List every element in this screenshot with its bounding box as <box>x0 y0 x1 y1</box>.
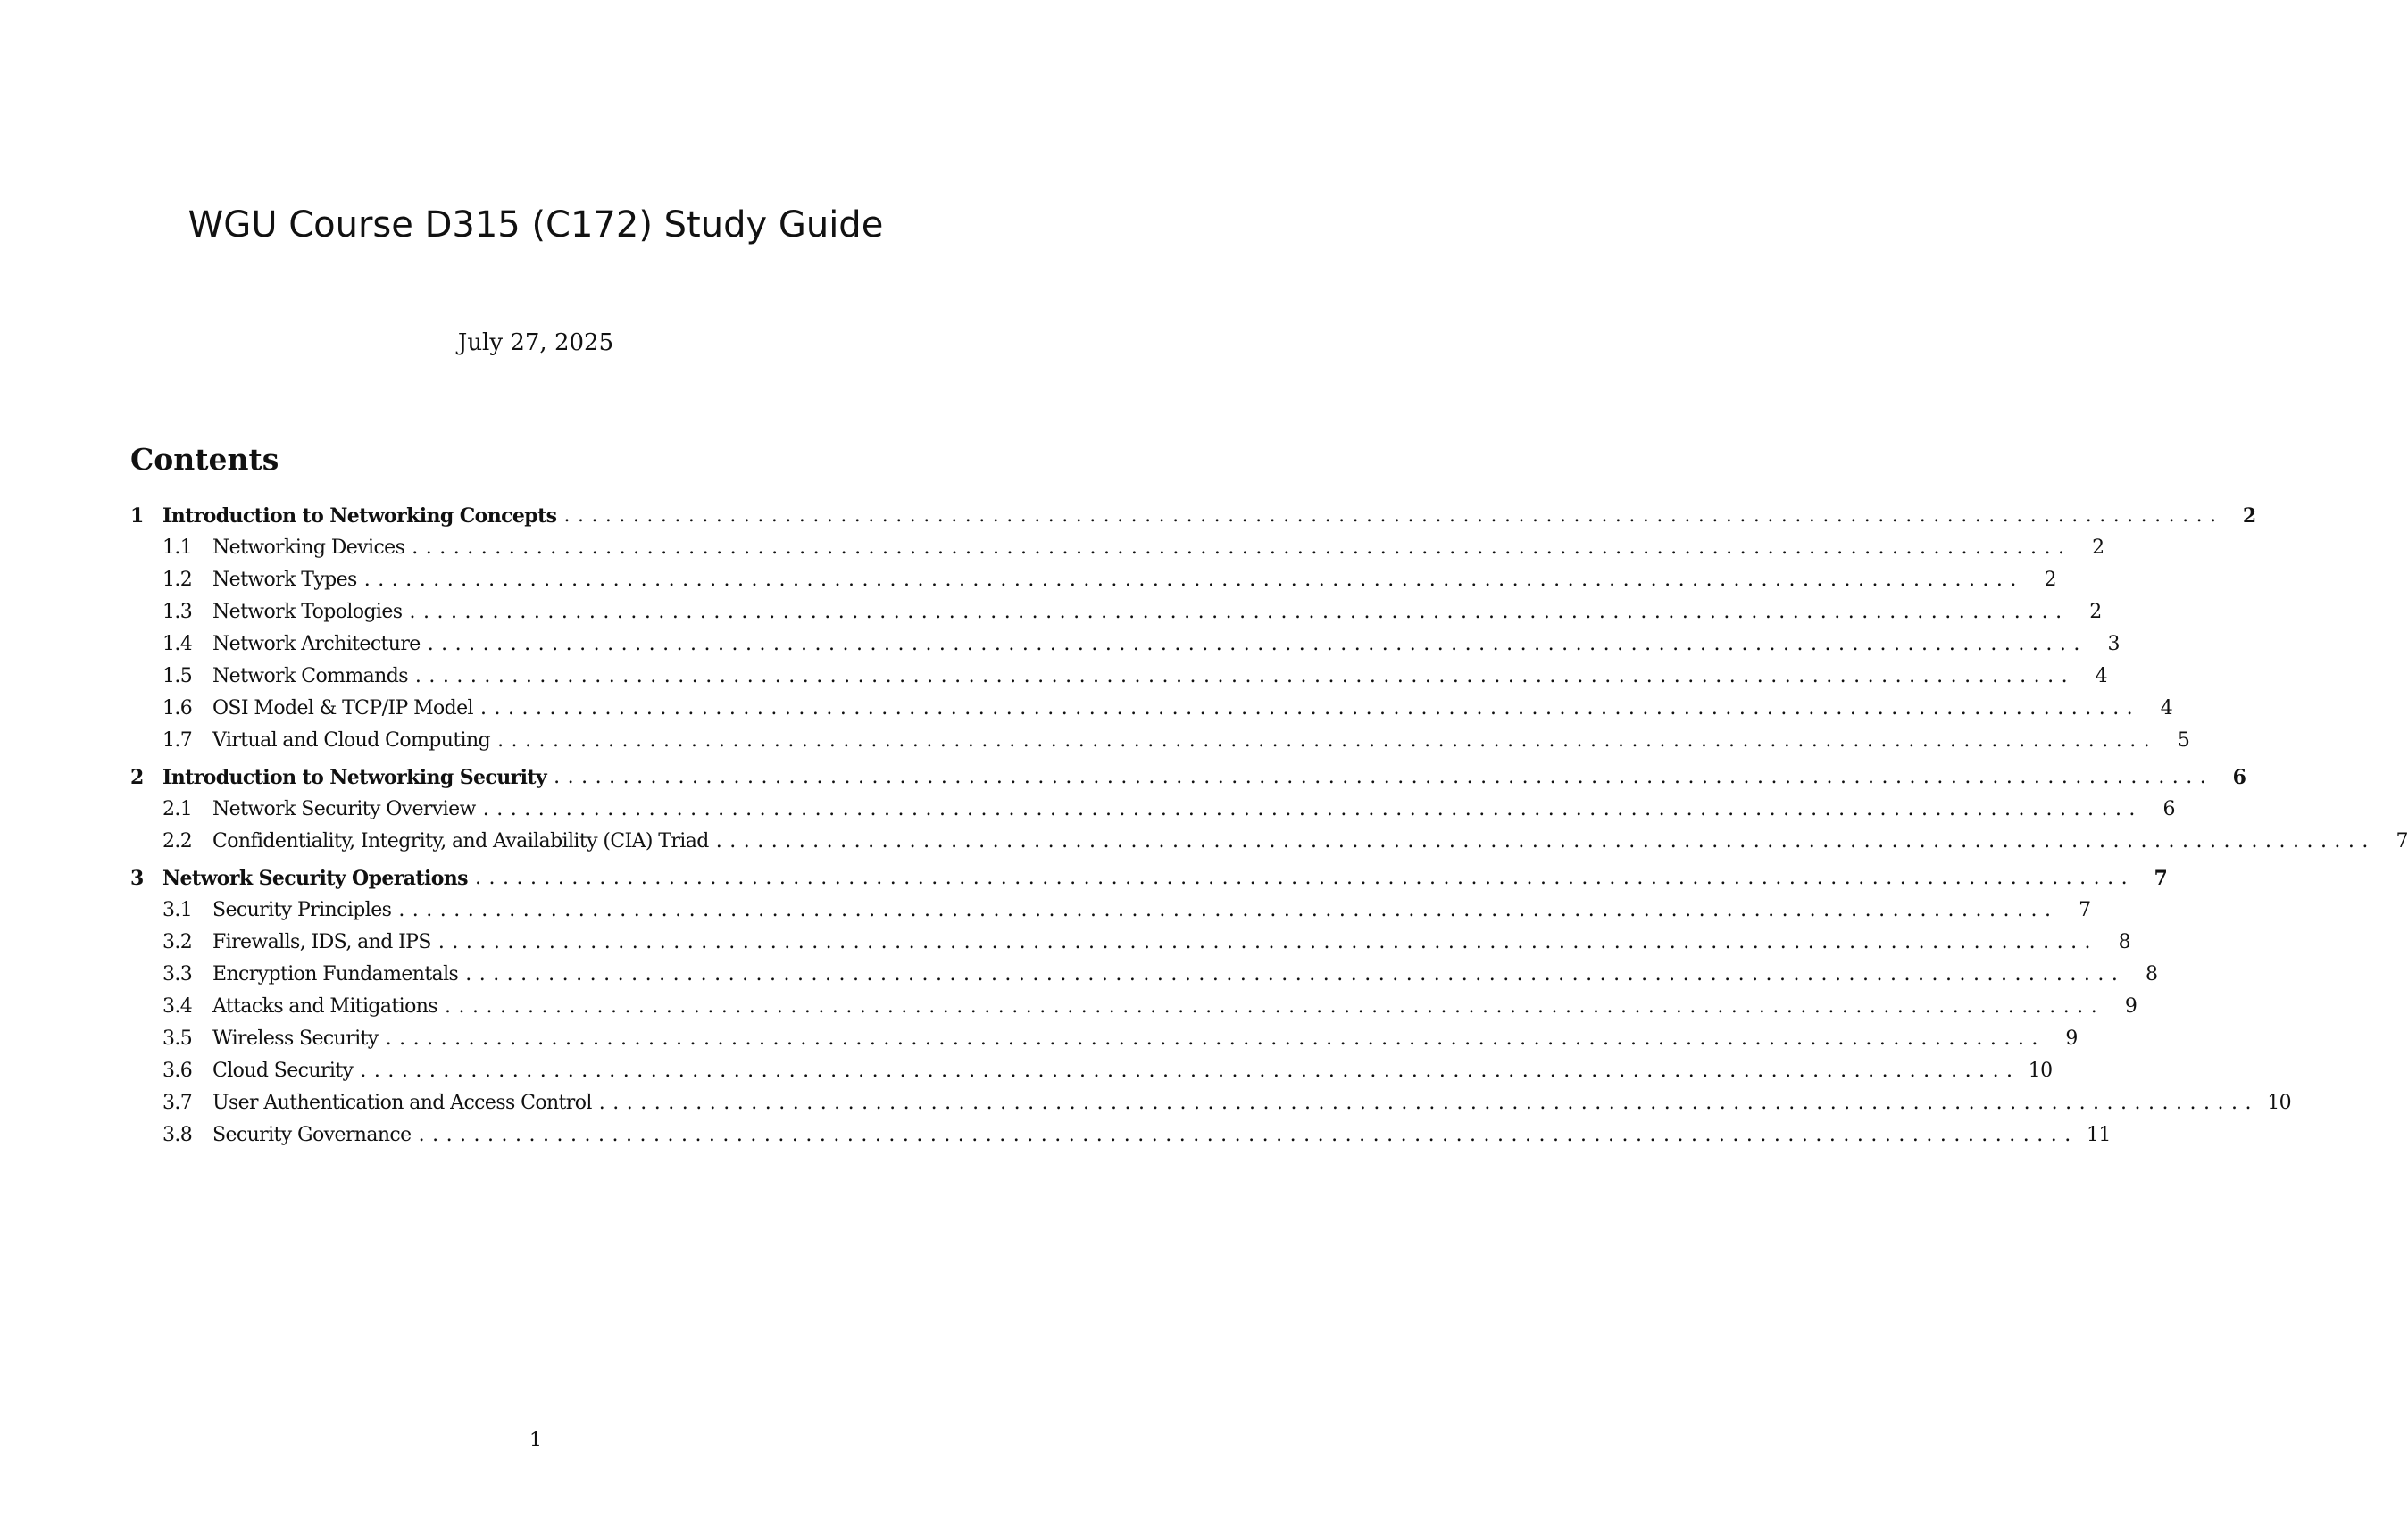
toc-dot-leader: ........................................................................................................................ <box>360 1060 2021 1082</box>
page-title: WGU Course D315 (C172) Study Guide <box>187 204 884 245</box>
toc-entry-number: 1.7 <box>162 729 193 752</box>
toc-dot-leader: ........................................................................................................................ <box>482 798 2143 820</box>
toc-dot-leader: ........................................................................................................................ <box>437 931 2099 953</box>
toc-entry-number: 3.7 <box>162 1092 193 1114</box>
toc-entry-page: 2 <box>2092 537 2104 559</box>
toc-entry-number: 1.4 <box>162 633 193 655</box>
toc-entry-page: 10 <box>2267 1092 2291 1114</box>
toc-entry-page: 6 <box>2162 798 2175 820</box>
toc-entry-number: 1 <box>130 504 144 528</box>
toc-subsection-entry[interactable] <box>130 923 2131 955</box>
toc-subsection-entry[interactable] <box>130 1084 2291 1116</box>
contents-heading: Contents <box>130 442 279 477</box>
toc-dot-leader: ........................................................................................................................ <box>715 830 2376 853</box>
toc-entry-number: 3.8 <box>162 1124 193 1146</box>
toc-entry-page: 8 <box>2145 963 2158 986</box>
toc-entry-title: Introduction to Networking Security <box>162 766 547 789</box>
toc-dot-leader: ........................................................................................................................ <box>385 1027 2046 1050</box>
toc-subsection-entry[interactable] <box>130 1019 2078 1052</box>
toc-subsection-entry[interactable] <box>130 528 2104 561</box>
toc-dot-leader: ........................................................................................................................ <box>414 665 2076 687</box>
toc-entry-page: 4 <box>2160 697 2173 720</box>
toc-subsection-entry[interactable] <box>130 1052 2053 1084</box>
toc-subsection-entry[interactable] <box>130 955 2158 987</box>
toc-subsection-entry[interactable] <box>130 625 2120 657</box>
toc-dot-leader: ........................................................................................................................ <box>497 729 2158 752</box>
toc-subsection-entry[interactable] <box>130 987 2137 1019</box>
toc-dot-leader: ........................................................................................................................ <box>412 537 2072 559</box>
toc-entry-page: 2 <box>2044 569 2056 591</box>
toc-dot-leader: ........................................................................................................................ <box>465 963 2126 986</box>
toc-entry-page: 5 <box>2177 729 2190 752</box>
toc-section-entry[interactable] <box>130 859 2168 891</box>
toc-entry-number: 2.2 <box>162 830 193 853</box>
toc-entry-page: 11 <box>2086 1124 2111 1146</box>
document-date: July 27, 2025 <box>457 329 614 356</box>
toc-entry-page: 3 <box>2107 633 2120 655</box>
toc-entry-title: Network Architecture <box>212 633 421 655</box>
toc-entry-title: OSI Model & TCP/IP Model <box>212 697 473 720</box>
toc-subsection-entry[interactable] <box>130 721 2190 753</box>
toc-entry-title: Confidentiality, Integrity, and Availability (CIA) Triad <box>212 830 709 853</box>
toc-section-entry[interactable] <box>130 496 2256 528</box>
toc-subsection-entry[interactable] <box>130 822 2408 854</box>
toc-entry-number: 3 <box>130 867 144 890</box>
toc-entry-title: Encryption Fundamentals <box>212 963 459 986</box>
toc-entry-page: 2 <box>2242 504 2256 528</box>
toc-entry-number: 2 <box>130 766 144 789</box>
toc-entry-title: Network Types <box>212 569 357 591</box>
toc-entry-page: 9 <box>2065 1027 2078 1050</box>
toc-entry-number: 1.6 <box>162 697 193 720</box>
toc-subsection-entry[interactable] <box>130 1116 2111 1148</box>
toc-dot-leader: ........................................................................................................................ <box>598 1092 2259 1114</box>
toc-entry-number: 3.4 <box>162 995 193 1018</box>
toc-entry-number: 1.3 <box>162 601 193 623</box>
table-of-contents <box>130 496 2408 1148</box>
toc-entry-page: 7 <box>2079 899 2091 921</box>
toc-entry-title: Attacks and Mitigations <box>212 995 438 1018</box>
toc-dot-leader: ........................................................................................................................ <box>474 867 2136 889</box>
toc-entry-title: Network Topologies <box>212 601 403 623</box>
toc-entry-title: Network Commands <box>212 665 408 687</box>
toc-dot-leader: ........................................................................................................................ <box>418 1124 2079 1146</box>
toc-entry-page: 8 <box>2118 931 2131 953</box>
toc-entry-number: 3.6 <box>162 1060 193 1082</box>
toc-dot-leader: ........................................................................................................................ <box>427 633 2087 655</box>
toc-dot-leader: ........................................................................................................................ <box>398 899 2059 921</box>
toc-dot-leader: ........................................................................................................................ <box>563 504 2224 527</box>
toc-entry-title: Firewalls, IDS, and IPS <box>212 931 431 953</box>
toc-subsection-entry[interactable] <box>130 891 2091 923</box>
toc-subsection-entry[interactable] <box>130 790 2175 822</box>
toc-entry-number: 1.2 <box>162 569 193 591</box>
toc-entry-number: 3.2 <box>162 931 193 953</box>
toc-subsection-entry[interactable] <box>130 657 2108 689</box>
toc-entry-title: Cloud Security <box>212 1060 354 1082</box>
toc-dot-leader: ........................................................................................................................ <box>445 995 2105 1018</box>
toc-entry-number: 3.3 <box>162 963 193 986</box>
toc-entry-number: 1.1 <box>162 537 193 559</box>
toc-entry-number: 2.1 <box>162 798 193 820</box>
toc-entry-page: 4 <box>2095 665 2108 687</box>
toc-entry-title: Networking Devices <box>212 537 405 559</box>
toc-subsection-entry[interactable] <box>130 561 2056 593</box>
toc-entry-title: Introduction to Networking Concepts <box>162 504 557 528</box>
toc-entry-page: 7 <box>2396 830 2408 853</box>
page-number: 1 <box>529 1429 542 1452</box>
toc-entry-page: 7 <box>2154 867 2168 890</box>
toc-entry-page: 9 <box>2124 995 2137 1018</box>
toc-section-entry[interactable] <box>130 758 2246 790</box>
toc-entry-title: Network Security Operations <box>162 867 468 890</box>
toc-entry-page: 10 <box>2028 1060 2053 1082</box>
toc-entry-number: 1.5 <box>162 665 193 687</box>
toc-entry-title: Security Principles <box>212 899 392 921</box>
toc-dot-leader: ........................................................................................................................ <box>363 569 2024 591</box>
toc-entry-title: Network Security Overview <box>212 798 476 820</box>
toc-entry-title: Virtual and Cloud Computing <box>212 729 491 752</box>
toc-entry-title: User Authentication and Access Control <box>212 1092 592 1114</box>
toc-entry-number: 3.5 <box>162 1027 193 1050</box>
toc-subsection-entry[interactable] <box>130 593 2102 625</box>
toc-entry-page: 6 <box>2232 766 2246 789</box>
toc-dot-leader: ........................................................................................................................ <box>480 697 2141 720</box>
toc-entry-title: Security Governance <box>212 1124 412 1146</box>
toc-entry-number: 3.1 <box>162 899 193 921</box>
toc-entry-title: Wireless Security <box>212 1027 379 1050</box>
toc-subsection-entry[interactable] <box>130 689 2173 721</box>
toc-dot-leader: ........................................................................................................................ <box>554 766 2214 788</box>
toc-entry-page: 2 <box>2089 601 2102 623</box>
toc-dot-leader: ........................................................................................................................ <box>409 601 2070 623</box>
